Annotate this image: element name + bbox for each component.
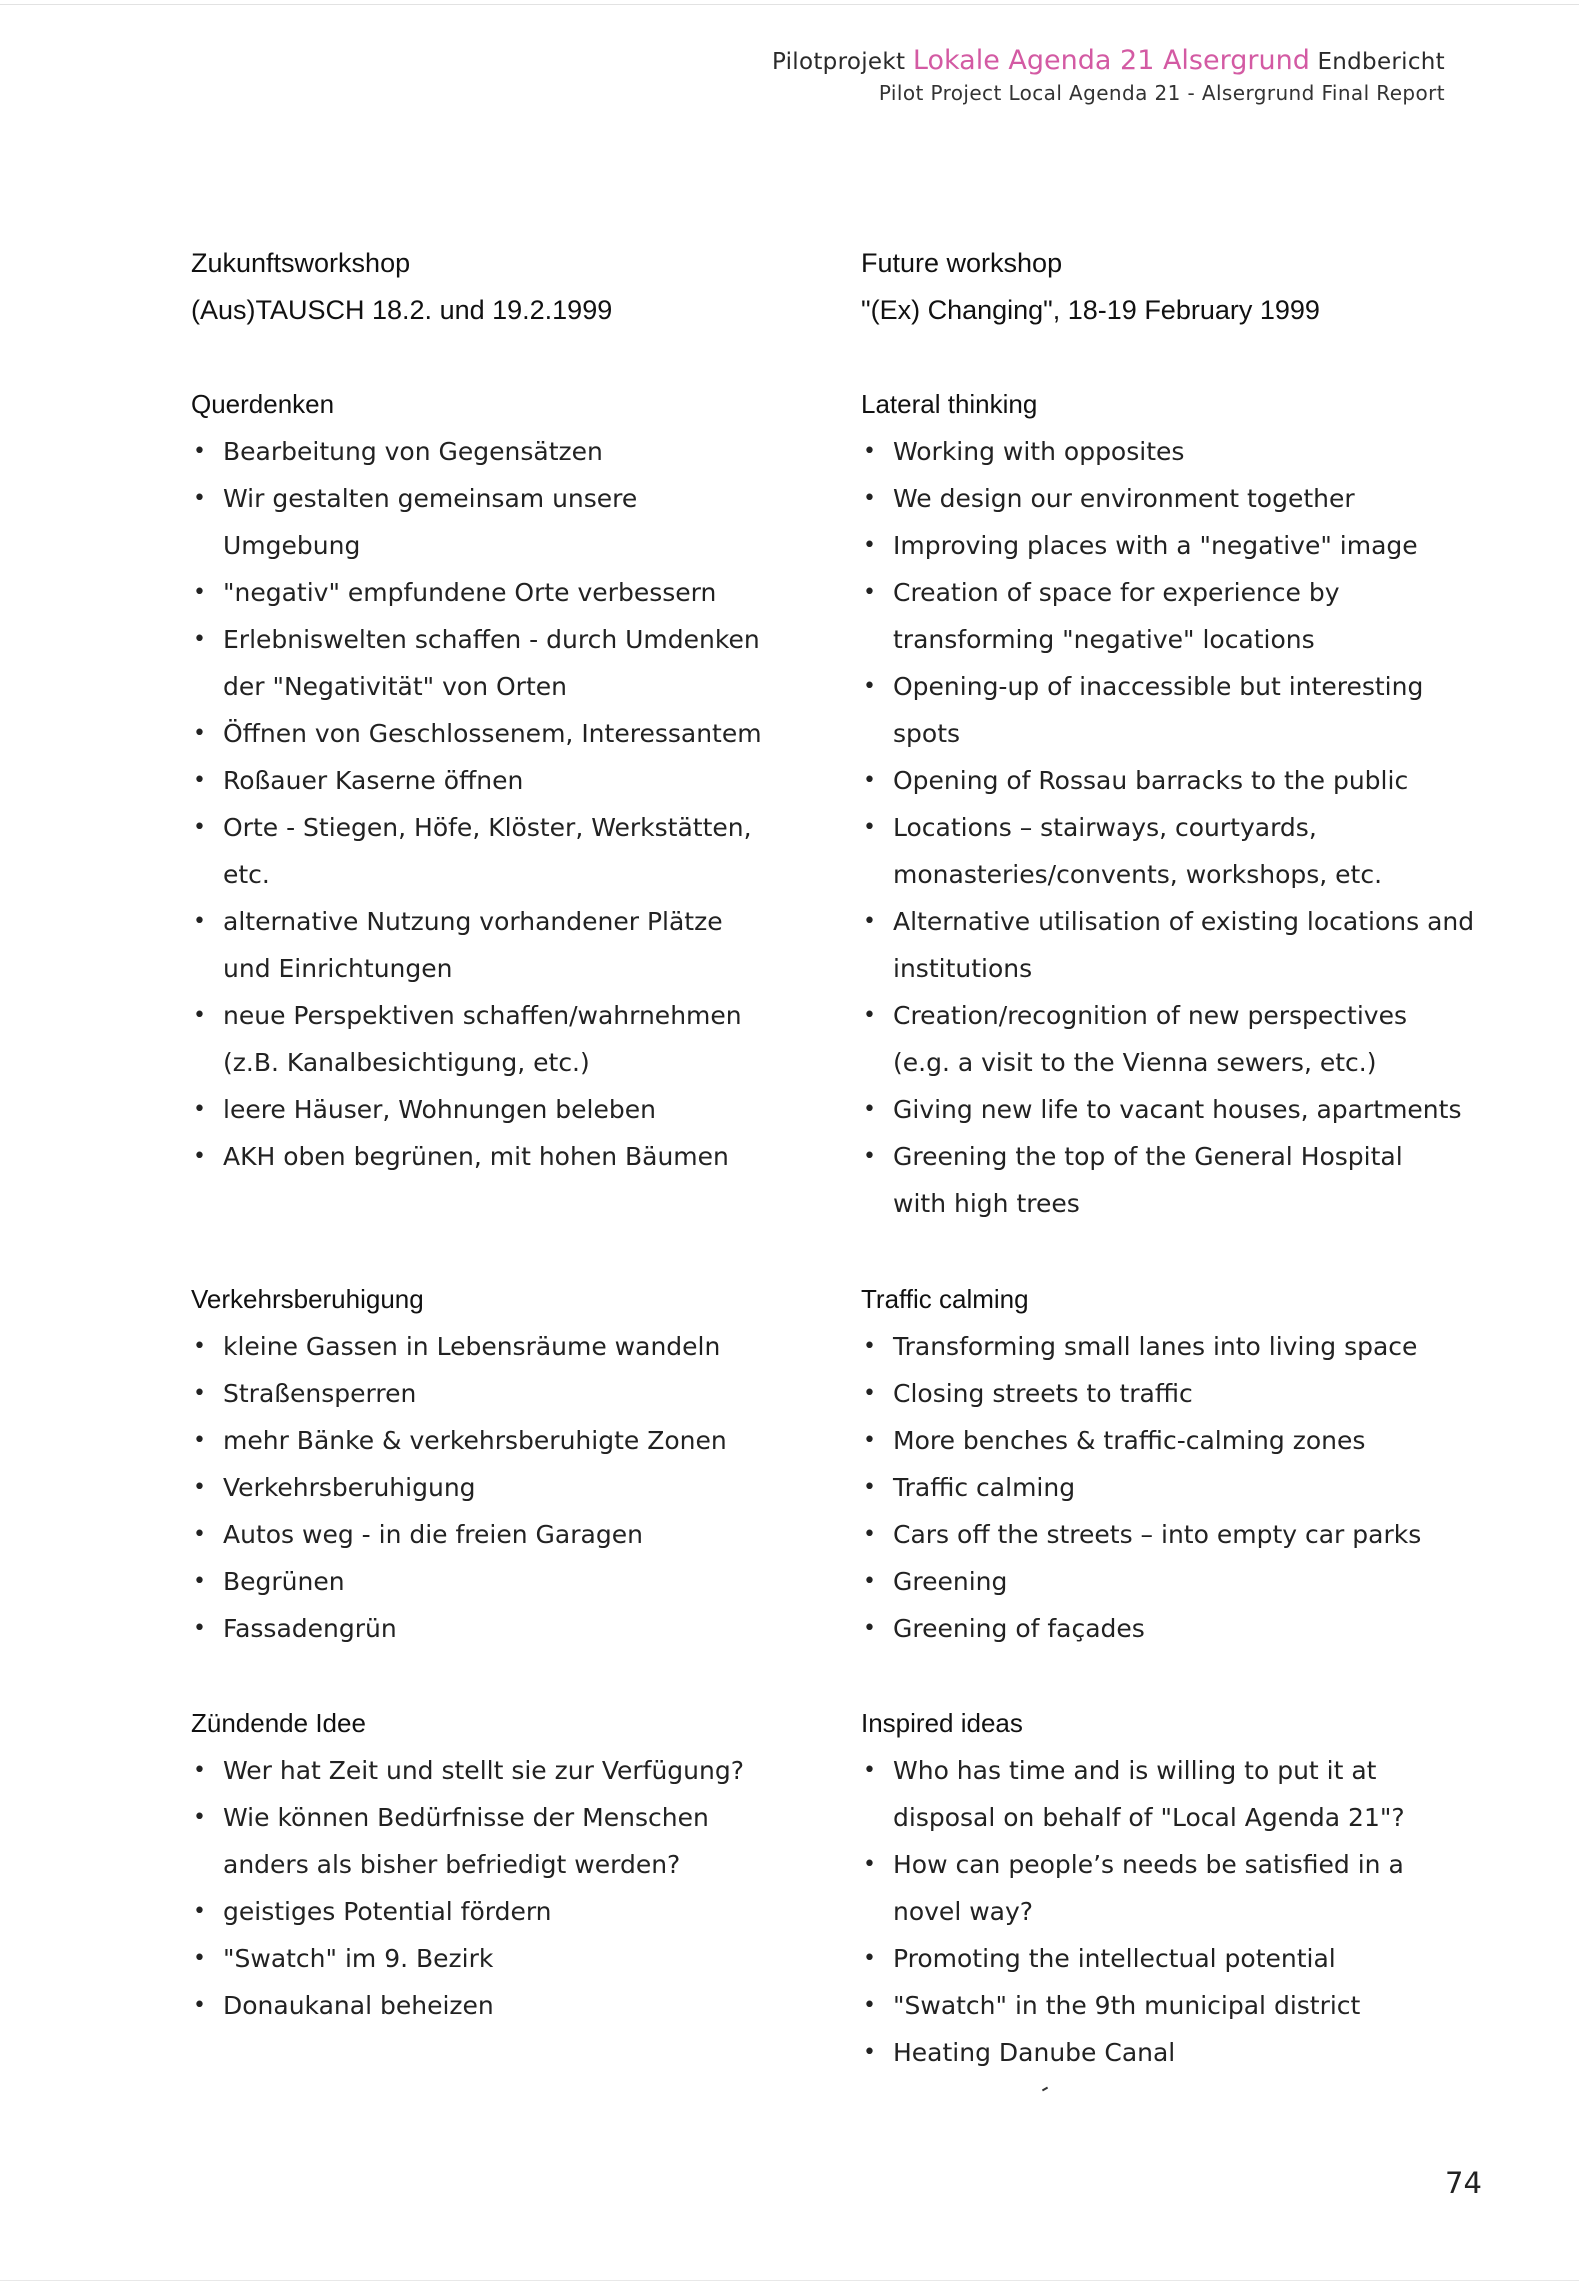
english-section-lateral-thinking bbox=[861, 381, 1501, 1227]
bullet-list bbox=[861, 1323, 1501, 1652]
german-section-verkehrsberuhigung bbox=[191, 1276, 831, 1652]
bullet-list bbox=[861, 1747, 1501, 2076]
list-item: • Promoting the intellectual potential bbox=[861, 1935, 1501, 1982]
list-item: • Bearbeitung von Gegensätzen bbox=[191, 428, 831, 475]
list-item: • alternative Nutzung vorhandener Plätze und Einrichtungen bbox=[191, 898, 763, 992]
list-item: • Traffic calming bbox=[861, 1464, 1501, 1511]
list-item: • leere Häuser, Wohnungen beleben bbox=[191, 1086, 831, 1133]
list-item: • Who has time and is willing to put it at disposal on behalf of "Local Agenda 21"? bbox=[861, 1747, 1453, 1841]
english-column bbox=[861, 240, 1501, 2067]
bullet-list bbox=[861, 428, 1501, 1227]
list-item: • Wie können Bedürfnisse der Menschen anders als bisher befriedigt werden? bbox=[191, 1794, 763, 1888]
english-title-line1: Future workshop bbox=[861, 248, 1063, 278]
section-heading: Inspired ideas bbox=[861, 1708, 1023, 1738]
list-item: • Alternative utilisation of existing locations and institutions bbox=[861, 898, 1483, 992]
list-item: • Heating Danube Canal bbox=[861, 2029, 1501, 2076]
german-title bbox=[191, 240, 831, 334]
list-item: • Erlebniswelten schaffen - durch Umdenken der "Negativität" von Orten bbox=[191, 616, 783, 710]
list-item: • neue Perspektiven schaffen/wahrnehmen (z.B. Kanalbesichtigung, etc.) bbox=[191, 992, 783, 1086]
list-item: • Opening of Rossau barracks to the public bbox=[861, 757, 1501, 804]
list-item: • Greening the top of the General Hospital with high trees bbox=[861, 1133, 1453, 1227]
list-item: • Begrünen bbox=[191, 1558, 831, 1605]
header-project-name: Lokale Agenda 21 Alsergrund bbox=[912, 45, 1310, 76]
list-item: • geistiges Potential fördern bbox=[191, 1888, 831, 1935]
german-title-line1: Zukunftsworkshop bbox=[191, 248, 411, 278]
list-item: • Locations – stairways, courtyards, monasteries/convents, workshops, etc. bbox=[861, 804, 1433, 898]
list-item: • Opening-up of inaccessible but interesting spots bbox=[861, 663, 1483, 757]
english-section-traffic-calming bbox=[861, 1276, 1501, 1652]
list-item: • Roßauer Kaserne öffnen bbox=[191, 757, 831, 804]
section-heading: Zündende Idee bbox=[191, 1708, 366, 1738]
header-subtitle: Pilot Project Local Agenda 21 - Alsergrund Final Report bbox=[878, 81, 1445, 105]
english-title bbox=[861, 240, 1501, 334]
list-item: • Wer hat Zeit und stellt sie zur Verfügung? bbox=[191, 1747, 831, 1794]
list-item: • Closing streets to traffic bbox=[861, 1370, 1501, 1417]
german-column bbox=[191, 240, 831, 2020]
list-item: • kleine Gassen in Lebensräume wandeln bbox=[191, 1323, 831, 1370]
list-item: • mehr Bänke & verkehrsberuhigte Zonen bbox=[191, 1417, 831, 1464]
german-section-querdenken bbox=[191, 381, 831, 1180]
header-title bbox=[772, 44, 1445, 79]
list-item: • "Swatch" in the 9th municipal district bbox=[861, 1982, 1501, 2029]
list-item: • Giving new life to vacant houses, apartments bbox=[861, 1086, 1501, 1133]
list-item: • Greening of façades bbox=[861, 1605, 1501, 1652]
page-number: 74 bbox=[1445, 2166, 1482, 2200]
list-item: • Orte - Stiegen, Höfe, Klöster, Werkstätten, etc. bbox=[191, 804, 783, 898]
german-title-line2: (Aus)TAUSCH 18.2. und 19.2.1999 bbox=[191, 295, 613, 325]
bullet-list bbox=[191, 1323, 831, 1652]
list-item: • Fassadengrün bbox=[191, 1605, 831, 1652]
list-item: • More benches & traffic-calming zones bbox=[861, 1417, 1501, 1464]
list-item: • Straßensperren bbox=[191, 1370, 831, 1417]
section-heading: Querdenken bbox=[191, 389, 335, 419]
section-heading: Traffic calming bbox=[861, 1284, 1029, 1314]
top-rule bbox=[0, 4, 1579, 5]
list-item: • Öffnen von Geschlossenem, Interessantem bbox=[191, 710, 831, 757]
german-section-zuendende-idee bbox=[191, 1700, 831, 2029]
list-item: • How can people’s needs be satisfied in a novel way? bbox=[861, 1841, 1453, 1935]
list-item: • Wir gestalten gemeinsam unsere Umgebung bbox=[191, 475, 663, 569]
section-heading: Lateral thinking bbox=[861, 389, 1038, 419]
list-item: • Greening bbox=[861, 1558, 1501, 1605]
list-item: • AKH oben begrünen, mit hohen Bäumen bbox=[191, 1133, 831, 1180]
page-header bbox=[772, 44, 1445, 107]
bullet-list bbox=[191, 428, 831, 1180]
list-item: • We design our environment together bbox=[861, 475, 1501, 522]
list-item: • "Swatch" im 9. Bezirk bbox=[191, 1935, 831, 1982]
list-item: • Working with opposites bbox=[861, 428, 1501, 475]
header-suffix: Endbericht bbox=[1317, 49, 1445, 75]
section-heading: Verkehrsberuhigung bbox=[191, 1284, 424, 1314]
list-item: • "negativ" empfundene Orte verbessern bbox=[191, 569, 831, 616]
list-item: • Creation of space for experience by transforming "negative" locations bbox=[861, 569, 1433, 663]
bullet-list bbox=[191, 1747, 831, 2029]
list-item: • Cars off the streets – into empty car parks bbox=[861, 1511, 1501, 1558]
list-item: • Autos weg - in die freien Garagen bbox=[191, 1511, 831, 1558]
list-item: • Donaukanal beheizen bbox=[191, 1982, 831, 2029]
bottom-rule bbox=[0, 2280, 1579, 2281]
list-item: • Creation/recognition of new perspectives (e.g. a visit to the Vienna sewers, etc.) bbox=[861, 992, 1453, 1086]
list-item: • Improving places with a "negative" image bbox=[861, 522, 1501, 569]
english-title-line2: "(Ex) Changing", 18-19 February 1999 bbox=[861, 295, 1320, 325]
list-item: • Transforming small lanes into living space bbox=[861, 1323, 1501, 1370]
english-section-inspired-ideas bbox=[861, 1700, 1501, 2076]
stray-mark bbox=[1042, 2087, 1048, 2092]
list-item: • Verkehrsberuhigung bbox=[191, 1464, 831, 1511]
header-prefix: Pilotprojekt bbox=[771, 49, 906, 75]
